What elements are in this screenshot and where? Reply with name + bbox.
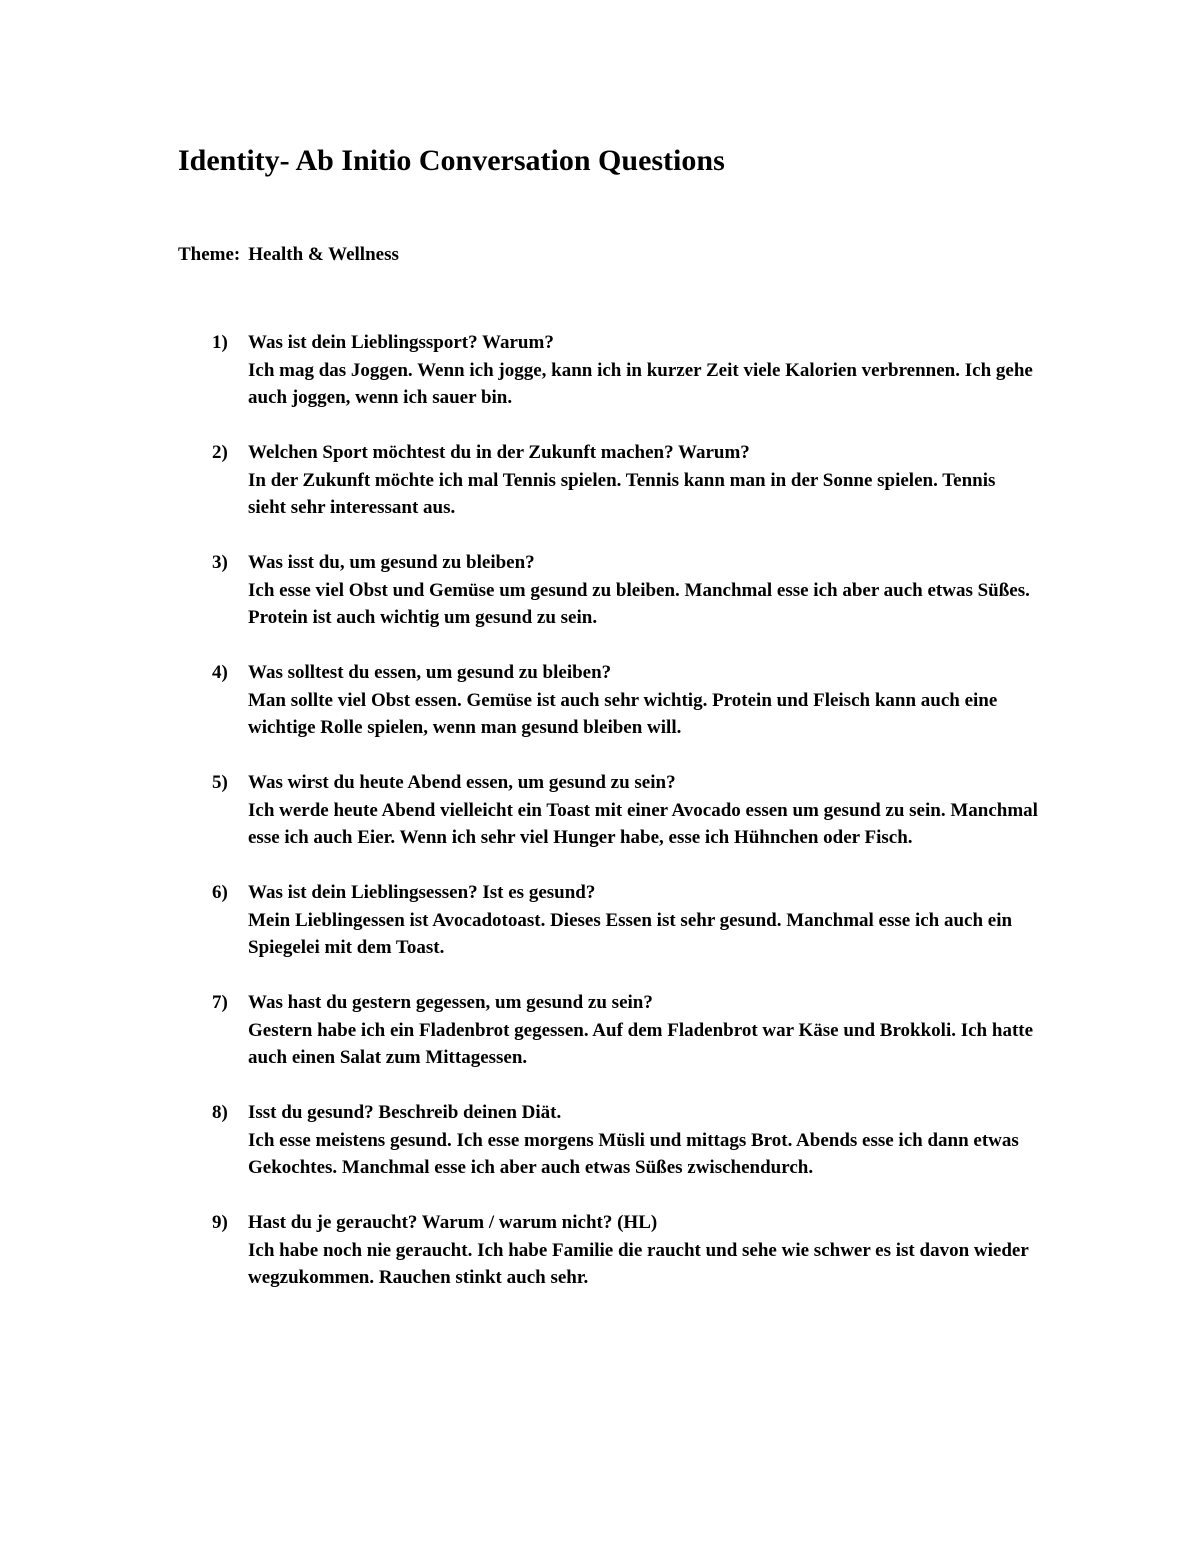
question-item-5 (0, 769, 1200, 852)
question-number: 8) (212, 1102, 228, 1123)
question-item-6 (0, 879, 1200, 962)
answer-text: Ich werde heute Abend vielleicht ein Toast mit einer Avocado essen um gesund zu sein. Manchmal esse ich auch Eier. Wenn ich sehr viel Hunger habe, esse ich Hühnchen oder Fisch. (248, 799, 1038, 848)
question-number: 9) (212, 1212, 228, 1233)
question-text: Was hast du gestern gegessen, um gesund zu sein? (248, 992, 653, 1013)
question-item-9 (0, 1209, 1200, 1292)
answer-text: Man sollte viel Obst essen. Gemüse ist auch sehr wichtig. Protein und Fleisch kann auch eine wichtige Rolle spielen, wenn man gesund bleiben will. (248, 689, 998, 738)
question-number: 3) (212, 552, 228, 573)
question-body (248, 1099, 1038, 1182)
answer-text: Gestern habe ich ein Fladenbrot gegessen. Auf dem Fladenbrot war Käse und Brokkoli. Ich hatte auch einen Salat zum Mittagessen. (248, 1019, 1034, 1068)
question-number: 4) (212, 662, 228, 683)
answer-text: Ich habe noch nie geraucht. Ich habe Familie die raucht und sehe wie schwer es ist davon wieder wegzukommen. Rauchen stinkt auch sehr. (248, 1239, 1029, 1288)
answer-text: Ich mag das Joggen. Wenn ich jogge, kann ich in kurzer Zeit viele Kalorien verbrennen. Ich gehe auch joggen, wenn ich sauer bin. (248, 359, 1033, 408)
question-body (248, 1209, 1038, 1292)
question-text: Was isst du, um gesund zu bleiben? (248, 552, 535, 573)
question-body (248, 549, 1038, 632)
question-item-3 (0, 549, 1200, 632)
question-number: 1) (212, 332, 228, 353)
question-number: 7) (212, 992, 228, 1013)
question-text: Welchen Sport möchtest du in der Zukunft machen? Warum? (248, 442, 750, 463)
question-body (248, 329, 1038, 412)
question-item-2 (0, 439, 1200, 522)
question-item-7 (0, 989, 1200, 1072)
question-number: 5) (212, 772, 228, 793)
question-list (0, 329, 1200, 1319)
question-text: Was solltest du essen, um gesund zu bleiben? (248, 662, 612, 683)
document-title: Identity- Ab Initio Conversation Questions (178, 144, 725, 177)
answer-text: Ich esse viel Obst und Gemüse um gesund zu bleiben. Manchmal esse ich aber auch etwas Süßes. Protein ist auch wichtig um gesund zu sein. (248, 579, 1030, 628)
question-body (248, 659, 1038, 742)
theme-label: Theme: (178, 244, 241, 265)
question-item-1 (0, 329, 1200, 412)
answer-text: In der Zukunft möchte ich mal Tennis spielen. Tennis kann man in der Sonne spielen. Tennis sieht sehr interessant aus. (248, 469, 996, 518)
theme-value: Health & Wellness (248, 244, 399, 265)
theme-line (178, 242, 399, 268)
question-text: Was ist dein Lieblingssport? Warum? (248, 332, 554, 353)
question-text: Was wirst du heute Abend essen, um gesund zu sein? (248, 772, 676, 793)
question-item-4 (0, 659, 1200, 742)
question-text: Isst du gesund? Beschreib deinen Diät. (248, 1102, 562, 1123)
question-body (248, 769, 1038, 852)
question-body (248, 989, 1038, 1072)
question-text: Hast du je geraucht? Warum / warum nicht? (HL) (248, 1212, 658, 1233)
question-body (248, 879, 1038, 962)
answer-text: Ich esse meistens gesund. Ich esse morgens Müsli und mittags Brot. Abends esse ich dann etwas Gekochtes. Manchmal esse ich aber auch etwas Süßes zwischendurch. (248, 1129, 1019, 1178)
question-number: 6) (212, 882, 228, 903)
answer-text: Mein Lieblingessen ist Avocadotoast. Dieses Essen ist sehr gesund. Manchmal esse ich auch ein Spiegelei mit dem Toast. (248, 909, 1013, 958)
question-number: 2) (212, 442, 228, 463)
question-body (248, 439, 1038, 522)
question-text: Was ist dein Lieblingsessen? Ist es gesund? (248, 882, 596, 903)
question-item-8 (0, 1099, 1200, 1182)
